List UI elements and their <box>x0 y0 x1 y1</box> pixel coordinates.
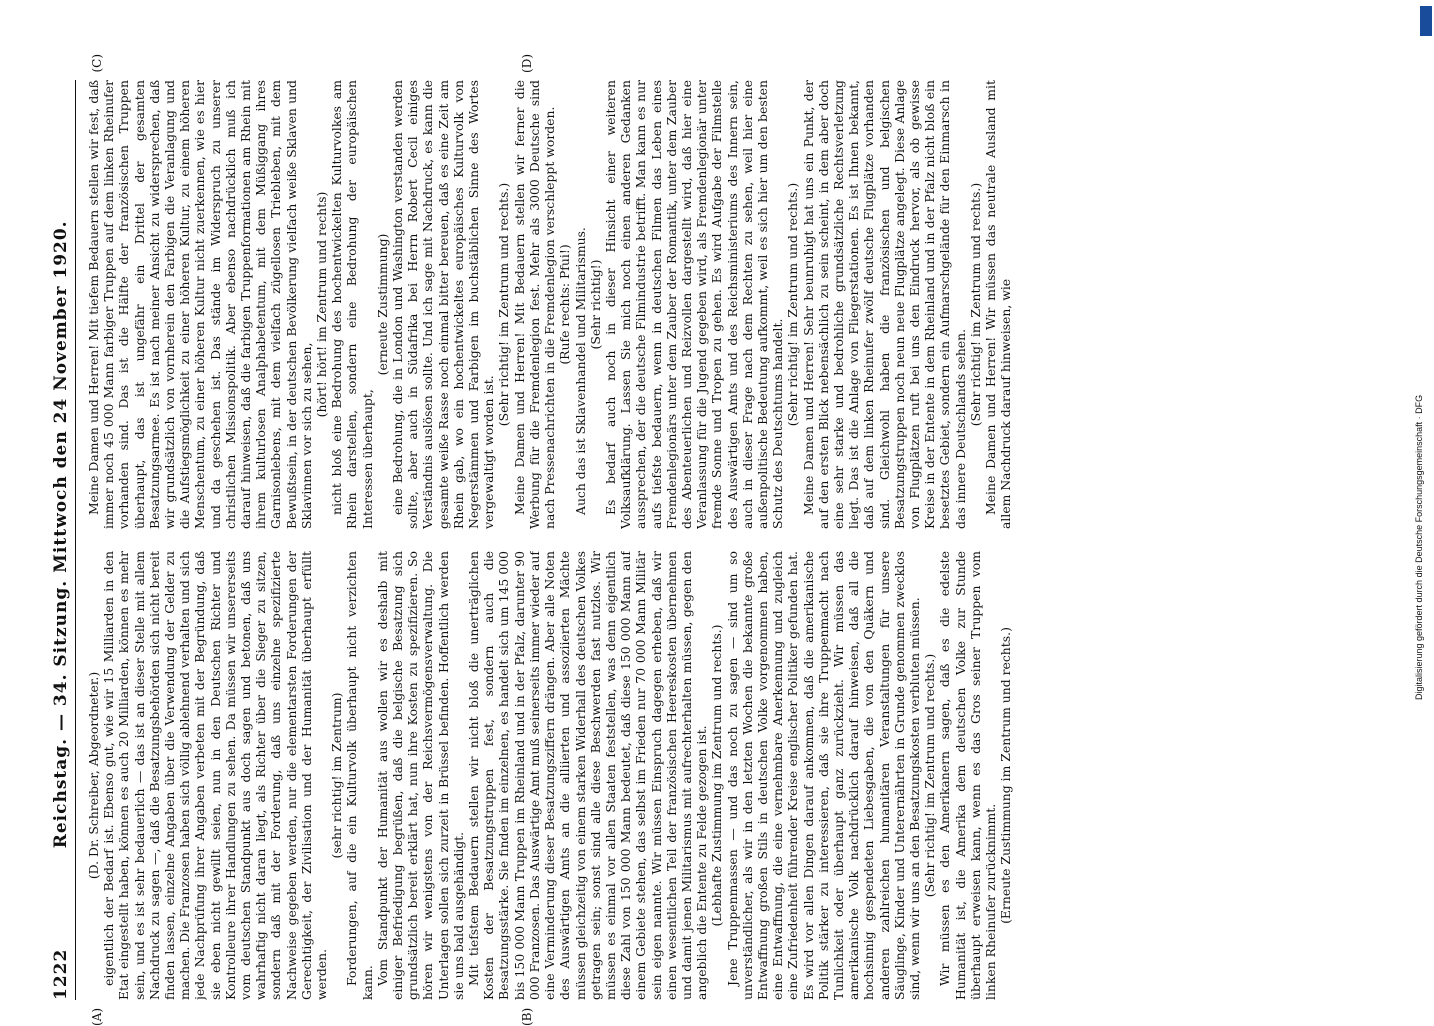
paragraph: (Erneute Zustimmung im Zentrum und rechts.) <box>998 627 1014 924</box>
paragraph: Wir müssen es den Amerikanern sagen, daß es die edelste Humanität ist, die Amerika dem deutschen Volke zur Stunde überhaupt erweisen kann, wenn es das Gros seiner Truppen vom linken Rheinufer zurücknimmt. <box>937 551 998 1000</box>
paragraph: Forderungen, auf die ein Kulturvolk überhaupt nicht verzichten kann. <box>344 551 375 1000</box>
paragraph: (erneute Zustimmung) <box>374 233 390 376</box>
paragraph: Meine Damen und Herren! Mit tiefem Bedauern stellen wir fest, daß immer noch 45 000 Mann farbiger Truppen auf dem linken Rheinufer vorhanden sind. Das ist die Hälfte der französischen Truppen überhaupt, das ist ungefähr ein Drittel der gesamten Besatzungsarmee. Es ist nach meiner Ansicht zu widersprechen, daß wir grundsätzlich von vornherein den Farbigen die Veranlagung und die Aufstiegsmöglichkeit zu einer höheren Kultur, zu einem höheren Menschentum, zu einer höheren Kultur nicht zuerkennen, wie es hier und da geschehen ist. Das stände im Widerspruch zu unserer christlichen Missionspolitik. Aber ebenso nachdrücklich muß ich darauf hinweisen, daß die farbigen Truppenformationen am Rhein mit ihrem kulturlosen Analphabetentum, mit dem Müßiggang ihres Garnisonlebens, mit dem vielfach zügellosen Triebleben, mit dem Bewußtsein, in der deutschen Bevölkerung vielfach weiße Sklaven und Sklavinnen vor sich zu sehen, <box>86 80 314 529</box>
paragraph: (Lebhafte Zustimmung im Zentrum und rechts.) <box>709 624 725 927</box>
paragraph: (Rufe rechts: Pfui!) <box>557 244 573 365</box>
paragraph: Meine Damen und Herren! Wir müssen das neutrale Ausland mit allem Nachdruck darauf hinweisen, wie <box>982 80 1014 529</box>
paragraph: Es bedarf auch noch in dieser Hinsicht einer weiteren Volksaufklärung. Lassen Sie mich noch einen anderen Gedanken aussprechen, der die deutsche Filmindustrie betrifft. Man kann es nur aufs tiefste bedauern, wenn in deutschen Filmen das Leben eines Fremdenlegionärs unter dem Zauber der Romantik, unter dem Zauber des Abenteuerlichen und Reizvollen dargestellt wird, daß hier eine Veranlassung für die Jugend gegeben wird, als Fremdenlegionär unter fremde Sonne und Tropen zu gehen. Es wird Aufgabe der Filmstelle des Auswärtigen Amts und des Reichsministeriums des Innern sein, auch in dieser Frage nach dem Rechten zu sehen, weil hier eine außenpolitische Bedeutung aufkommt, weil es sich hier um den besten Schutz des Deutschtums handelt. <box>602 80 786 529</box>
page-number: 1222 <box>51 948 71 1000</box>
paragraph: eigentlich der Bedarf ist. Ebenso gut, wie wir 15 Milliarden in den Etat eingestellt haben, können es auch 20 Milliarden, können es mehr sein, und es ist sehr bedauerlich — das ist an dieser Stelle mit allem Nachdruck zu sagen —, daß die Besatzungsbehörden sich nicht bereit finden lassen, einzelne Angaben über die Verwendung der Gelder zu machen. Die Franzosen haben sich völlig ablehnend verhalten und sich jede Nachprüfung ihrer Angaben verbeten mit der Begründung, daß sie eben nicht gewillt seien, nun in den Deutschen Richter und Kontrolleure ihrer Handlungen zu sehen. Da müssen wir unsererseits vom deutschen Standpunkt aus doch sagen und betonen, daß uns wahrhaftig nicht daran liegt, als Richter über die Sieger zu sitzen, sondern daß mit der Forderung, daß uns einzelne spezifizierte Nachweise gegeben werden, nur die elementarsten Forderungen der Gerechtigkeit, der Zivilisation und der Humanität überhaupt erfüllt werden. <box>101 551 330 1000</box>
paragraph: (hört! hört! im Zentrum und rechts) <box>314 191 330 418</box>
paragraph: Meine Damen und Herren! Sehr beunruhigt hat uns ein Punkt, der auf den ersten Blick nebensächlich zu sein scheint, in dem aber doch eine sehr starke und bedrohliche grundsätzliche Rechtsverletzung liegt. Das ist die Anlage von Fliegerstationen. Es ist Ihnen bekannt, daß auf dem linken Rheinufer zwölf deutsche Flugplätze vorhanden sind. Gleichwohl haben die französischen und belgischen Besatzungstruppen noch neun neue Flugplätze angelegt. Diese Anlage von Flugplätzen ruft bei uns den Eindruck hervor, als ob gewisse Kreise in der Entente in dem Rheinland und in der Pfalz nicht bloß ein besetztes Gebiet, sondern ein Aufmarschgelände für den Einmarsch in das innere Deutschlands sehen. <box>800 80 968 529</box>
paragraph: (Sehr richtig! im Zentrum und rechts.) <box>922 653 938 898</box>
paragraph: eine Bedrohung, die in London und Washington verstanden werden sollte, aber auch in Südafrika bei Herrn Robert Cecil einiges Verständnis auslösen sollte. Und ich sage mit Nachdruck, es kann die gesamte weiße Rasse noch einmal bitter bereuen, daß es eine Zeit am Rhein gab, wo ein hochentwickeltes europäisches Kulturvolk von Negerstämmen und Farbigen im buchstäblichen Sinne des Wortes vergewaltigt worden ist. <box>390 80 497 529</box>
paragraph: (Sehr richtig! im Zentrum und rechts.) <box>785 182 801 427</box>
margin-marker-a: (A) <box>90 1007 104 1026</box>
paragraph: (D. Dr. Schreiber, Abgeordneter.) <box>86 671 101 880</box>
digitization-note-text: Digitalisierung gefördert durch die Deutsche Forschungsgemeinschaft · DFG <box>1414 394 1424 700</box>
paragraph: (Sehr richtig! im Zentrum und rechts.) <box>967 182 983 427</box>
paragraph: Jene Truppenmassen — und das noch zu sagen — sind um so unverständlicher, als wir in den letzten Wochen die bekannte große Entwaffnung großen Stils in deutschen Volke vorgenommen haben, eine Entwaffnung, die eine vernehmbare Anerkennung und zugleich eine Zufriedenheit führender Kreise englischer Politiker gefunden hat. Es wird vor allen Dingen darauf ankommen, daß die amerikanische Politik stärker zu interessieren, daß sie ihre Truppenmacht nach Tunlichkeit oder überhaupt ganz zurückzieht. Wir müssen das amerikanische Volk nachdrücklich darauf hinweisen, daß all die hochsinnig gespendeten Liebesgaben, die von den Quäkern und anderen zahlreichen humanitären Veranstaltungen für unsere Säuglinge, Kinder und Unterernährten in Grunde genommen zwecklos sind, wenn wir uns an den Besatzungskosten verbluten müssen. <box>724 551 922 1000</box>
paragraph: nicht bloß eine Bedrohung des hochentwickelten Kulturvolkes am Rhein darstellen, sondern eine Bedrohung der europäischen Interessen überhaupt, <box>329 80 375 529</box>
rotated-document-page <box>40 54 1410 1026</box>
margin-marker-b: (B) <box>520 1007 534 1026</box>
paragraph: Mit tiefstem Bedauern stellen wir nicht bloß die unerträglichen Kosten der Besatzungstruppen fest, sondern auch die Besatzungsstärke. Sie finden im einzelnen, es handelt sich um 145 000 bis 150 000 Mann Truppen im Rheinland und in der Pfalz, darunter 90 000 Franzosen. Das Auswärtige Amt muß seinerseits immer wieder auf eine Verminderung dieser Besatzungsziffern drängen. Aber alle Noten des Auswärtigen Amts an die alliierten und assoziierten Mächte müssen gleichzeitig von einem starken Widerhall des deutschen Volkes getragen sein; sonst sind alle diese Beschwerden fast nutzlos. Wir müssen es einmal vor allen Staaten feststellen, was denn eigentlich diese Zahl von 150 000 Mann bedeutet, daß diese 150 000 Mann auf einem Gebiete stehen, das selbst im Frieden nur 70 000 Mann Militär sein eigen nannte. Wir müssen Einspruch dagegen erheben, daß wir einen wesentlichen Teil der französischen Heereskosten übernehmen und damit jenen Militarismus mit aufrechterhalten müssen, gegen den angeblich die Entente zu Felde gezogen ist. <box>466 551 710 1000</box>
margin-marker-c: (C) <box>90 54 104 73</box>
paragraph: Auch das ist Sklavenhandel und Militarismus. <box>572 227 588 515</box>
paragraph: Meine Damen und Herren! Mit Bedauern stellen wir ferner die Werbung für die Fremdenlegion fest. Mehr als 3000 Deutsche sind nach Pressenachrichten in die Fremdenlegion verschleppt worden. <box>511 80 558 529</box>
text-columns <box>86 80 1410 1000</box>
page-header <box>40 80 76 1000</box>
paragraph: (sehr richtig! im Zentrum) <box>329 692 345 859</box>
paragraph: Vom Standpunkt der Humanität aus wollen wir es deshalb mit einiger Befriedigung begrüßen, daß die belgische Besatzung sich grundsätzlich bereit erklärt hat, nun ihre Kosten zu spezifizieren. So hören wir wenigstens von der Reichsvermögensverwaltung. Die Unterlagen sollen sich zurzeit in Brüssel befinden. Hoffentlich werden sie uns bald ausgehändigt. <box>374 551 466 1000</box>
paragraph: (Sehr richtig!) <box>587 259 603 350</box>
left-column <box>86 551 1410 1000</box>
margin-marker-d: (D) <box>520 54 534 73</box>
paragraph: (Sehr richtig! im Zentrum und rechts.) <box>496 182 512 427</box>
running-title: Reichstag. — 34. Sitzung. Mittwoch den 24 November 1920. <box>51 220 71 849</box>
right-column <box>86 80 1410 529</box>
digitization-note <box>1414 10 1428 990</box>
